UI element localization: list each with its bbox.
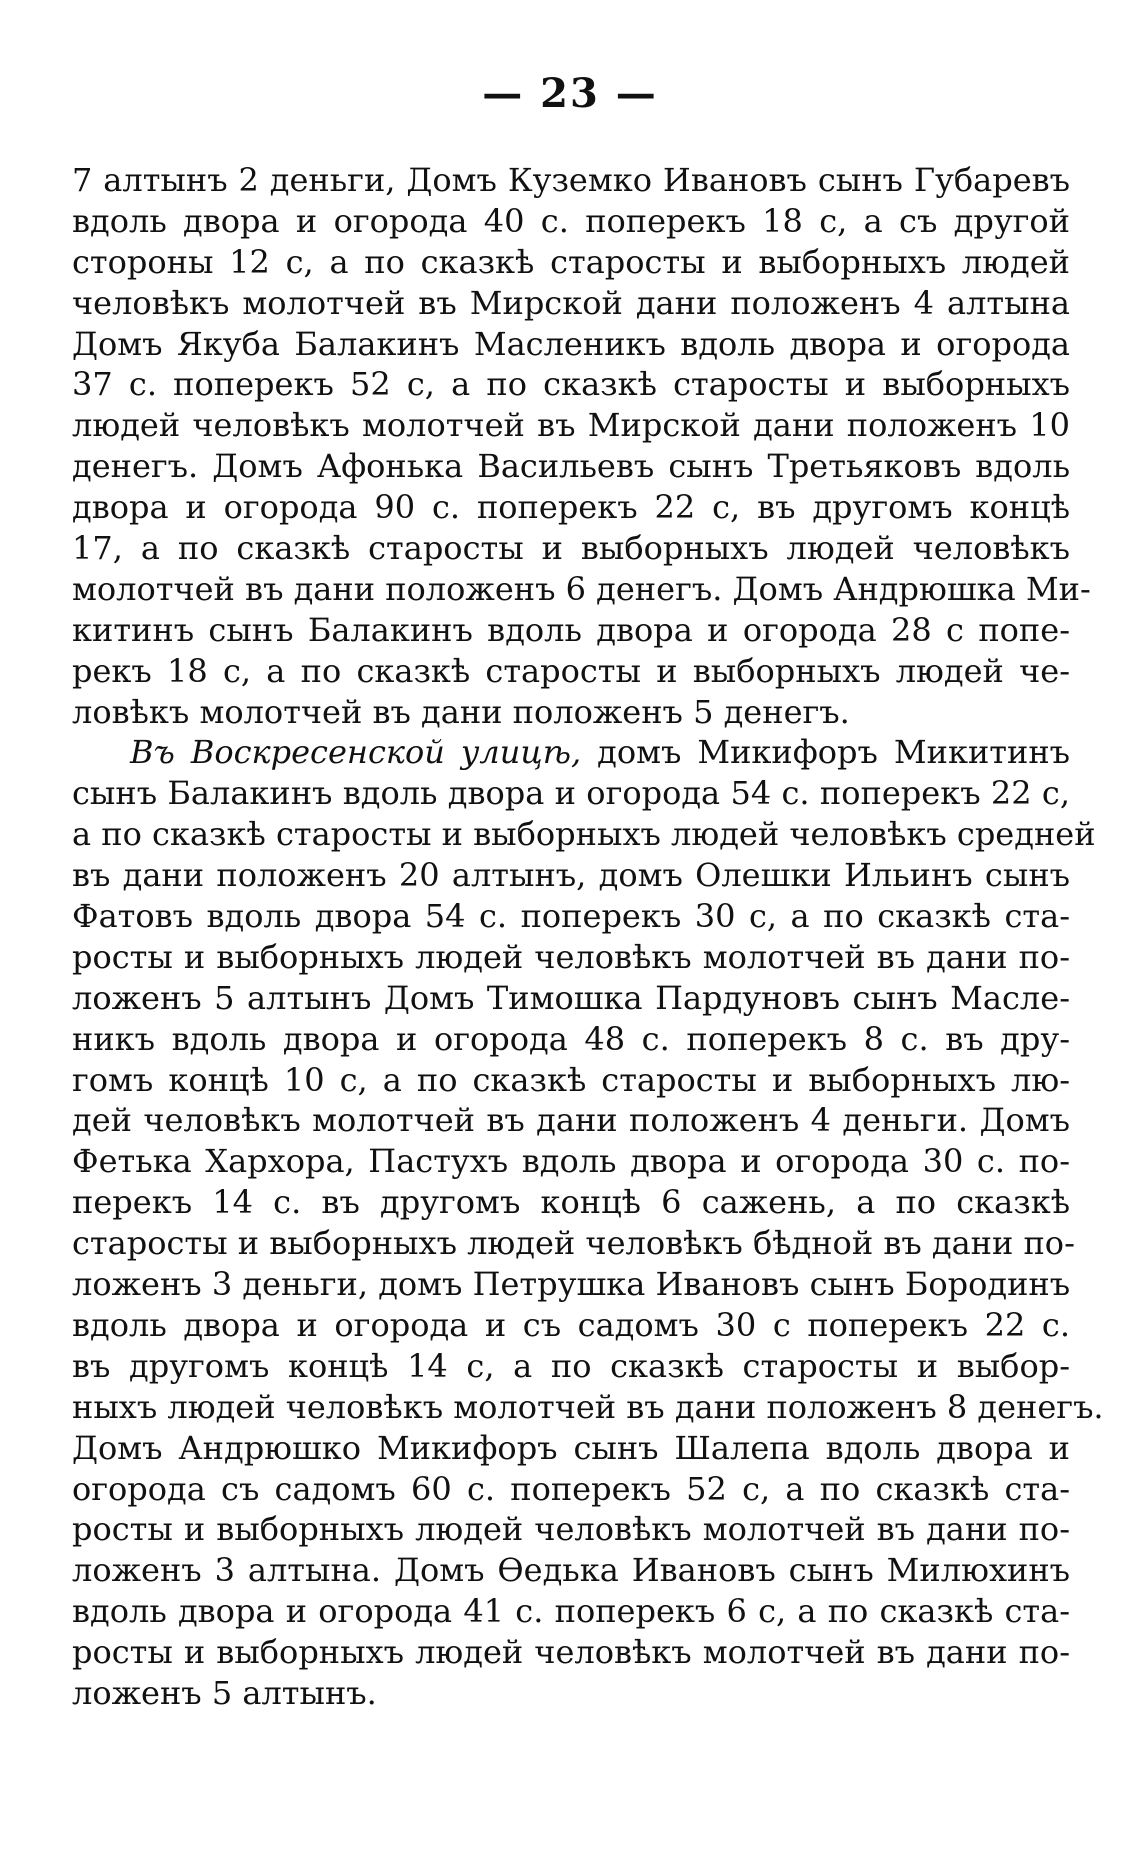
line-text: молотчей въ дани положенъ 6 денегъ. Домъ Андрюшка Ми- xyxy=(72,569,1091,608)
line-text: ложенъ 3 алтына. Домъ Ѳедька Ивановъ сынъ Милюхинъ xyxy=(72,1551,1070,1590)
text-line xyxy=(72,732,1070,773)
line-text: а по сказкѣ старосты и выборныхъ людей человѣкъ средней xyxy=(72,815,1096,854)
text-line xyxy=(72,1428,1070,1469)
text-line xyxy=(72,1591,1070,1632)
text-line xyxy=(72,283,1070,324)
line-text: Домъ Андрюшко Микифоръ сынъ Шалепа вдоль двора и xyxy=(72,1428,1070,1467)
text-line xyxy=(72,242,1070,283)
text-line xyxy=(72,487,1070,528)
line-text: вдоль двора и огорода 41 с. поперекъ 6 с, а по сказкѣ ста- xyxy=(72,1592,1070,1631)
line-text: 7 алтынъ 2 деньги, Домъ Куземко Ивановъ сынъ Губаревъ xyxy=(72,161,1070,199)
page-number: — 23 — xyxy=(482,70,658,117)
line-text: двора и огорода 90 с. поперекъ 22 с, въ другомъ концѣ xyxy=(72,488,1070,527)
body-text xyxy=(72,160,1104,1714)
text-line xyxy=(72,201,1070,242)
line-text: ложенъ 5 алтынъ. xyxy=(72,1673,377,1712)
line-text: Домъ Якуба Балакинъ Масленикъ вдоль двора и огорода xyxy=(72,324,1070,363)
text-line xyxy=(72,1019,1070,1060)
text-line xyxy=(72,528,1070,569)
text-line xyxy=(72,814,1096,855)
text-line xyxy=(72,1550,1070,1591)
line-text: ложенъ 5 алтынъ Домъ Тимошка Пардуновъ сынъ Масле- xyxy=(72,978,1070,1017)
text-line xyxy=(72,1387,1104,1428)
text-line xyxy=(72,937,1070,978)
line-text: людей человѣкъ молотчей въ Мирской дани положенъ 10 xyxy=(72,406,1070,445)
line-text: рекъ 18 с, а по сказкѣ старосты и выборныхъ людей че- xyxy=(72,651,1070,690)
line-text: денегъ. Домъ Афонька Васильевъ сынъ Третьяковъ вдоль xyxy=(72,447,1070,486)
line-text: перекъ 14 с. въ другомъ концѣ 6 сажень, а по сказкѣ xyxy=(72,1183,1070,1222)
line-text: сынъ Балакинъ вдоль двора и огорода 54 с. поперекъ 22 с, xyxy=(72,774,1070,813)
line-text: росты и выборныхъ людей человѣкъ молотчей въ дани по- xyxy=(72,1633,1070,1672)
text-line xyxy=(72,855,1070,896)
text-line xyxy=(72,978,1070,1019)
line-text: въ другомъ концѣ 14 с, а по сказкѣ старосты и выбор- xyxy=(72,1346,1070,1385)
text-line xyxy=(72,1141,1070,1182)
text-line xyxy=(72,1060,1070,1101)
line-text: ныхъ людей человѣкъ молотчей въ дани положенъ 8 денегъ. xyxy=(72,1387,1104,1426)
line-text: ложенъ 3 деньги, домъ Петрушка Ивановъ сынъ Бородинъ xyxy=(72,1265,1071,1304)
line-text: гомъ концѣ 10 с, а по сказкѣ старосты и выборныхъ лю- xyxy=(72,1060,1070,1099)
line-text: въ дани положенъ 20 алтынъ, домъ Олешки Ильинъ сынъ xyxy=(72,856,1070,895)
text-line xyxy=(72,160,1070,201)
line-text: никъ вдоль двора и огорода 48 с. поперекъ 8 с. въ дру- xyxy=(72,1019,1070,1058)
line-text: огорода съ садомъ 60 с. поперекъ 52 с, а по сказкѣ ста- xyxy=(72,1469,1070,1508)
text-line xyxy=(72,324,1070,365)
text-line xyxy=(72,1100,1070,1141)
text-line xyxy=(72,1673,1070,1714)
line-text: 37 с. поперекъ 52 с, а по сказкѣ старосты и выборныхъ xyxy=(72,365,1070,404)
line-text: домъ Микифоръ Микитинъ xyxy=(581,733,1071,772)
text-line xyxy=(72,364,1070,405)
text-line xyxy=(72,405,1070,446)
line-text: Фатовъ вдоль двора 54 с. поперекъ 30 с, а по сказкѣ ста- xyxy=(72,897,1070,936)
line-text: росты и выборныхъ людей человѣкъ молотчей въ дани по- xyxy=(72,1510,1070,1549)
text-line xyxy=(72,1509,1070,1550)
line-text: человѣкъ молотчей въ Мирской дани положенъ 4 алтына xyxy=(72,283,1070,322)
line-text: 17, а по сказкѣ старосты и выборныхъ людей человѣкъ xyxy=(72,529,1070,568)
street-heading: Въ Воскресенской улицѣ, xyxy=(130,733,582,772)
text-line xyxy=(72,446,1070,487)
text-line xyxy=(72,1346,1070,1387)
text-line xyxy=(72,1469,1070,1510)
line-text: Фетька Хархора, Пастухъ вдоль двора и огорода 30 с. по- xyxy=(72,1142,1070,1181)
text-line xyxy=(72,896,1070,937)
text-line xyxy=(72,1223,1075,1264)
text-line xyxy=(72,1305,1070,1346)
text-line xyxy=(72,651,1070,692)
line-text: вдоль двора и огорода и съ садомъ 30 с поперекъ 22 с. xyxy=(72,1305,1070,1344)
text-line xyxy=(72,1632,1070,1673)
text-line xyxy=(72,1182,1070,1223)
text-line xyxy=(72,569,1091,610)
line-text: дей человѣкъ молотчей въ дани положенъ 4 деньги. Домъ xyxy=(72,1101,1070,1140)
line-text: стороны 12 с, а по сказкѣ старосты и выборныхъ людей xyxy=(72,242,1070,281)
line-text: китинъ сынъ Балакинъ вдоль двора и огорода 28 с попе- xyxy=(72,610,1070,649)
line-text: вдоль двора и огорода 40 с. поперекъ 18 с, а съ другой xyxy=(72,201,1070,240)
text-line xyxy=(72,610,1070,651)
text-line xyxy=(72,773,1070,814)
line-text: ловѣкъ молотчей въ дани положенъ 5 денегъ. xyxy=(72,692,850,731)
line-text: старосты и выборныхъ людей человѣкъ бѣдной въ дани по- xyxy=(72,1224,1075,1263)
text-line xyxy=(72,1264,1070,1305)
text-line xyxy=(72,692,1070,733)
line-text: росты и выборныхъ людей человѣкъ молотчей въ дани по- xyxy=(72,937,1070,976)
